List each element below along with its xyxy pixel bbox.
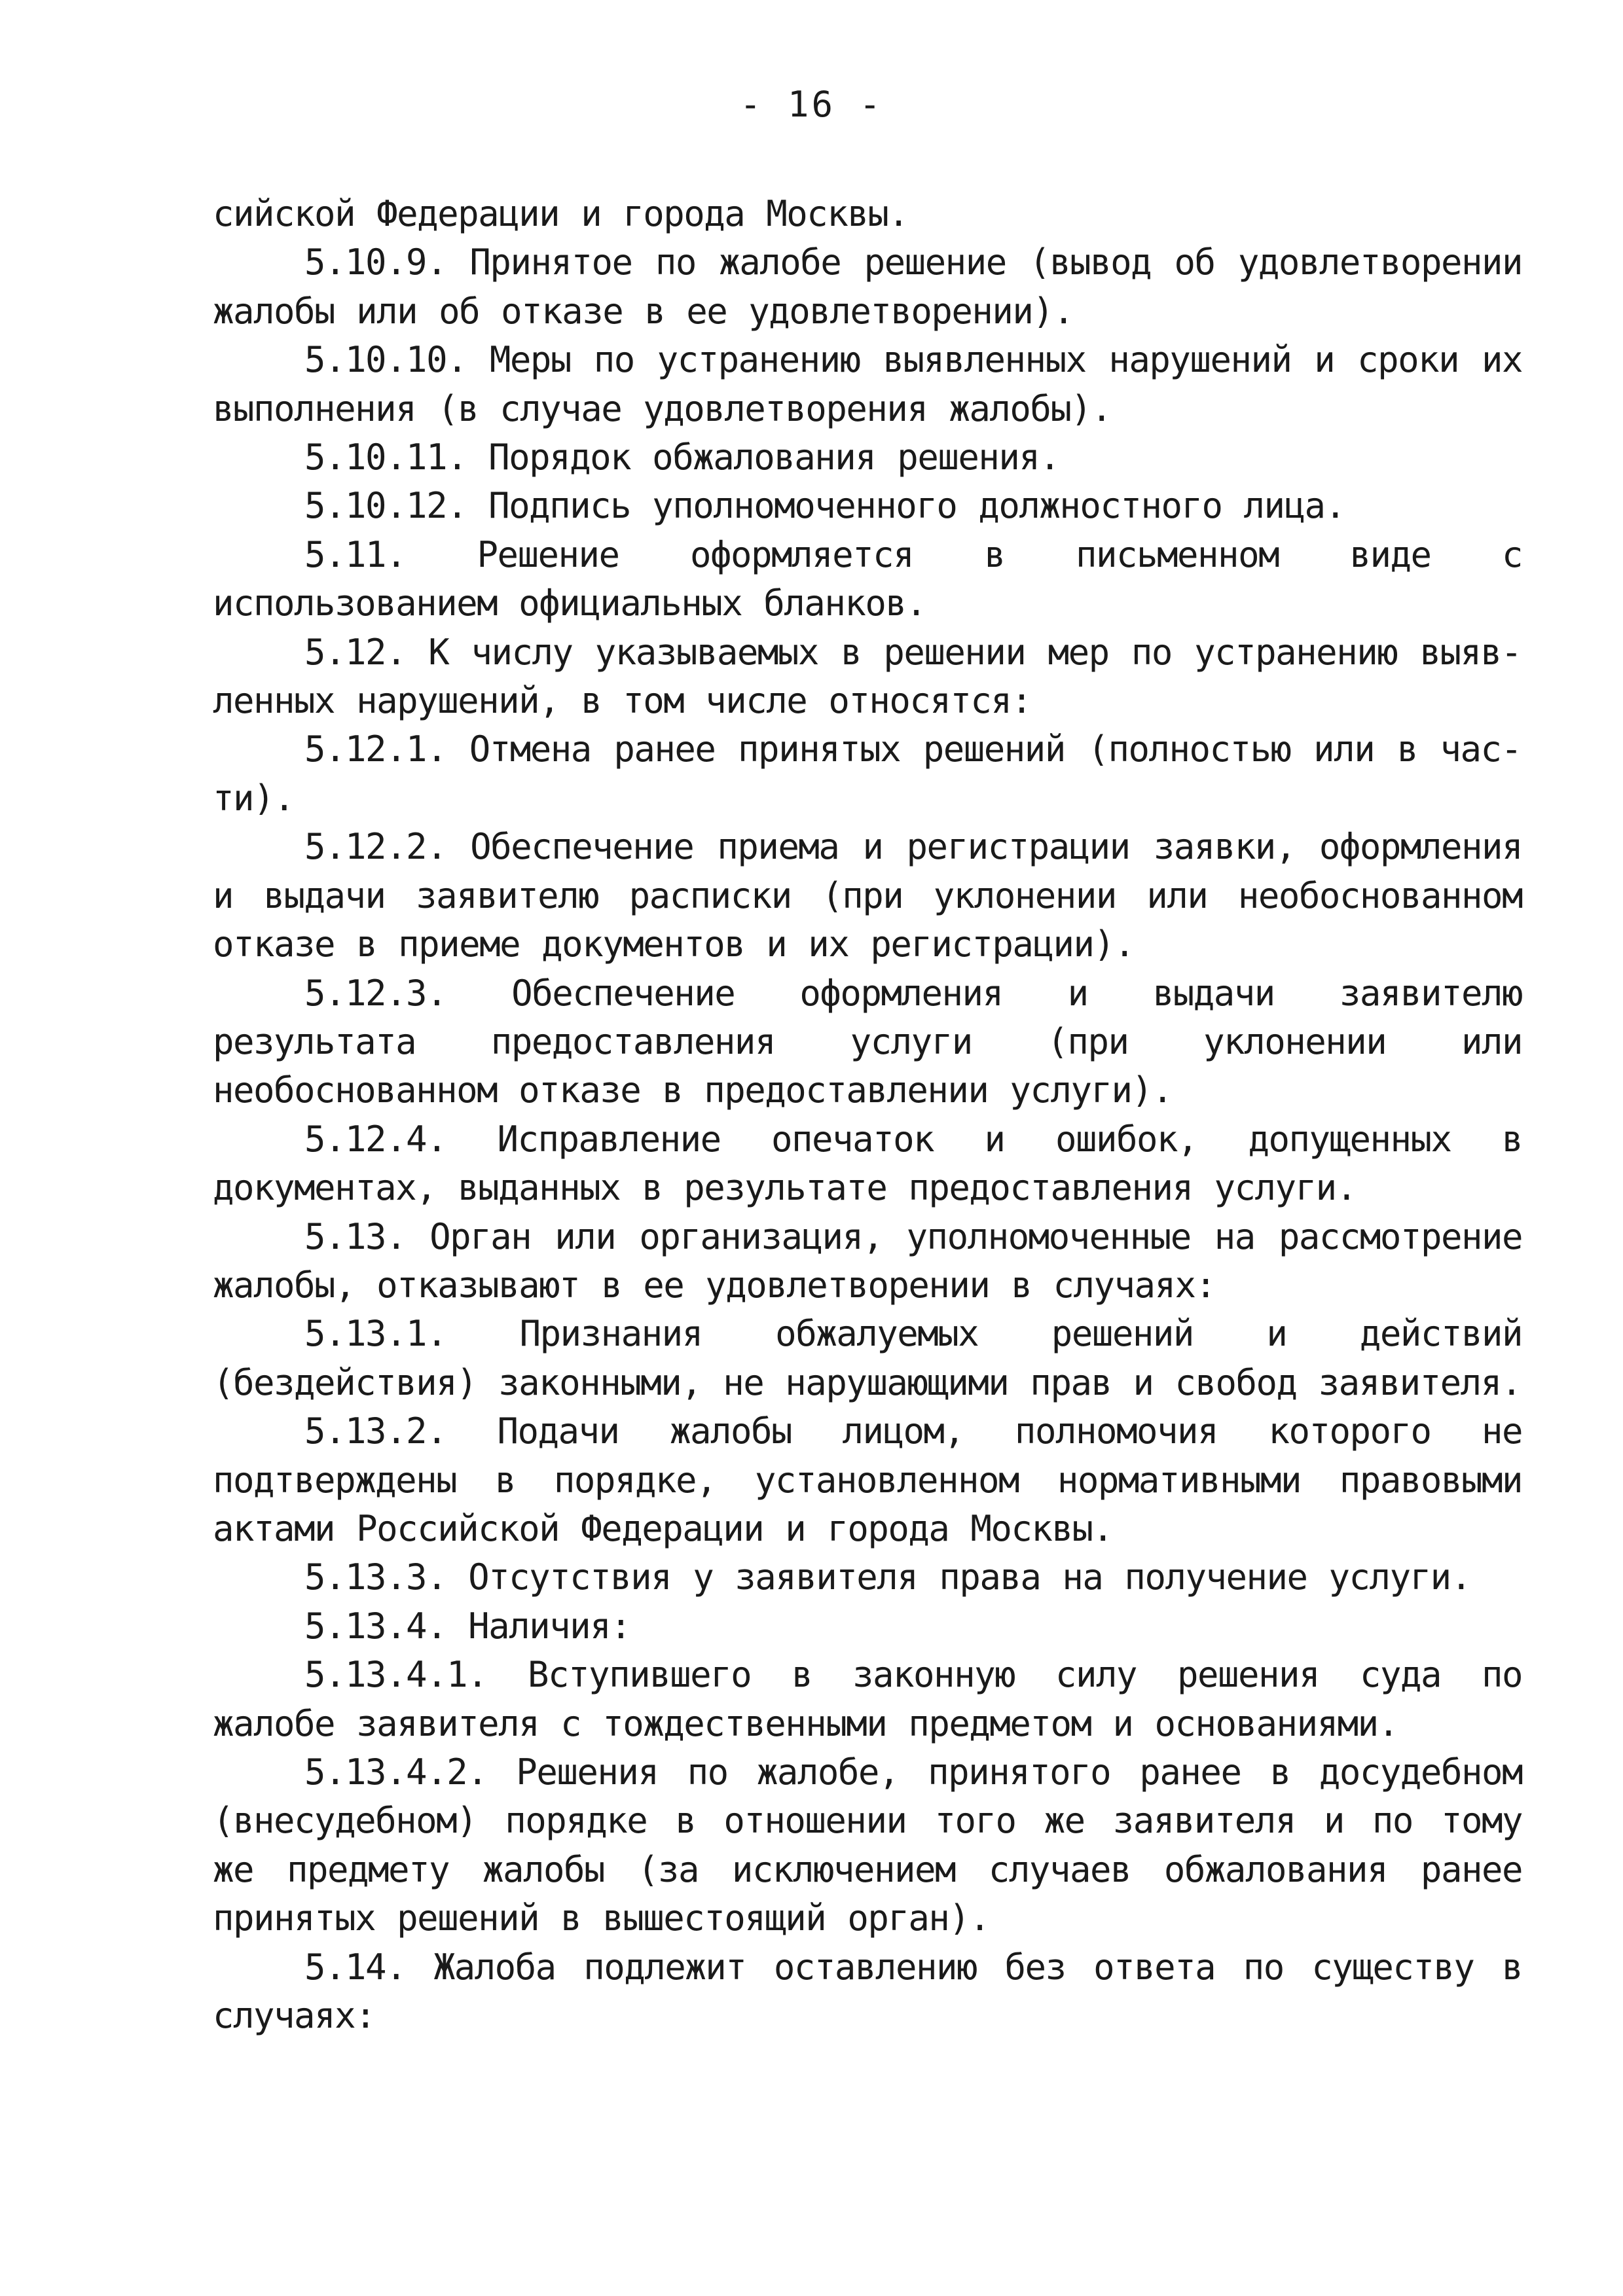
paragraph-5-12-4: 5.12.4. Исправление опечаток и ошибок, допущенных в документах, выданных в результате предоставления услуги.	[213, 1118, 1522, 1209]
paragraph-5-13-4-1: 5.13.4.1. Вступившего в законную силу решения суда по жалобе заявителя с тождественными предметом и основаниями.	[213, 1654, 1522, 1744]
paragraph-5-13-2: 5.13.2. Подачи жалобы лицом, полномочия которого не подтверждены в порядке, установленном нормативными правовыми актами Российской Федерации и города Москвы.	[213, 1410, 1522, 1549]
paragraph-5-13-3: 5.13.3. Отсутствия у заявителя права на получение услуги.	[304, 1556, 1471, 1598]
paragraph-5-13-1: 5.13.1. Признания обжалуемых решений и действий (бездействия) законными, не нарушающими прав и свобод заявителя.	[213, 1313, 1522, 1403]
paragraph-5-12-2: 5.12.2. Обеспечение приема и регистрации заявки, оформления и выдачи заявителю расписки (при уклонении или необоснованном отказе в приеме документов и их регистрации).	[213, 826, 1522, 965]
paragraph-5-10-10: 5.10.10. Меры по устранению выявленных нарушений и сроки их выполнения (в случае удовлетворения жалобы).	[213, 339, 1522, 429]
paragraph-5-12-3: 5.12.3. Обеспечение оформления и выдачи заявителю результата предоставления услуги (при уклонении или необоснованном отказе в предоставлении услуги).	[213, 972, 1522, 1111]
paragraph-5-14: 5.14. Жалоба подлежит оставлению без ответа по существу в случаях:	[213, 1946, 1522, 2037]
paragraph-5-10-12: 5.10.12. Подпись уполномоченного должностного лица.	[304, 485, 1345, 527]
paragraph-5-12-1: 5.12.1. Отмена ранее принятых решений (полностью или в части).	[213, 728, 1522, 819]
paragraph-5-11: 5.11. Решение оформляется в письменном виде с использованием официальных бланков.	[213, 533, 1522, 624]
paragraph-5-10-11: 5.10.11. Порядок обжалования решения.	[304, 437, 1060, 478]
paragraph-5-12: 5.12. К числу указываемых в решении мер по устранению выявленных нарушений, в том числе относятся:	[213, 631, 1522, 722]
paragraph-5-13-4: 5.13.4. Наличия:	[304, 1605, 631, 1647]
document-body	[213, 190, 1522, 2040]
page-number: - 16 -	[739, 84, 884, 125]
paragraph-5-13: 5.13. Орган или организация, уполномоченные на рассмотрение жалобы, отказывают в ее удовлетворении в случаях:	[213, 1215, 1522, 1306]
paragraph-continuation: сийской Федерации и города Москвы.	[213, 193, 909, 234]
paragraph-5-13-4-2: 5.13.4.2. Решения по жалобе, принятого ранее в досудебном (внесудебном) порядке в отношении того же заявителя и по тому же предмету жалобы (за исключением случаев обжалования ранее принятых решений в вышестоящий орган).	[213, 1751, 1522, 1939]
paragraph-5-10-9: 5.10.9. Принятое по жалобе решение (вывод об удовлетворении жалобы или об отказе в ее удовлетворении).	[213, 242, 1522, 332]
